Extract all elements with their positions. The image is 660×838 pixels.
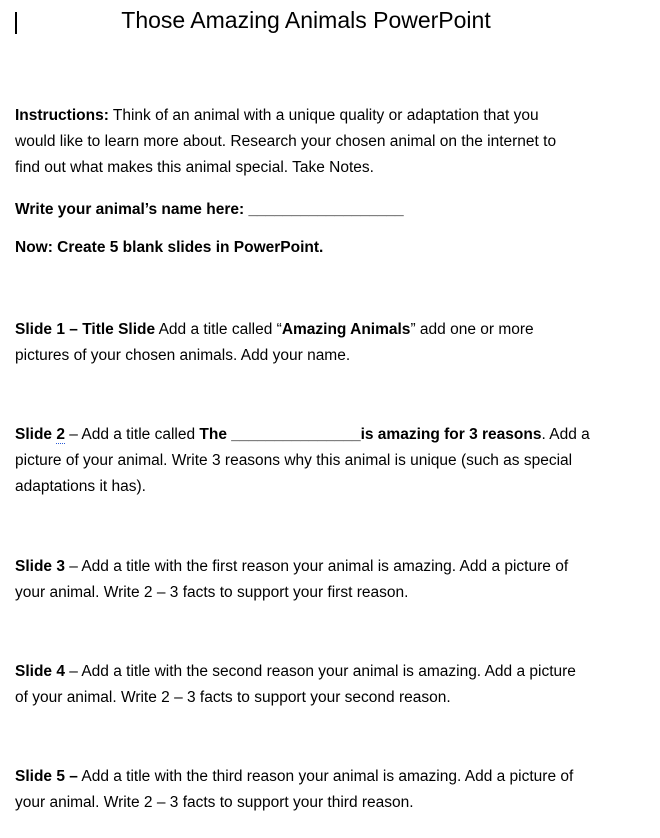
slide-1-text-a: Add a title called “ [155,321,282,338]
create-slides-instruction [15,235,645,261]
slide-3-text-a: – Add a title with the first reason your animal is amazing. Add a picture of [64,558,569,575]
slide-3-line-2: your animal. Write 2 – 3 facts to support your first reason. [15,584,409,601]
instructions-paragraph [15,103,645,181]
instructions-line-2: would like to learn more about. Research your chosen animal on the internet to [15,133,557,150]
slide-2-line-3: adaptations it has). [15,478,146,495]
slide-4-paragraph [15,659,645,711]
slide-2-label: Slide [15,426,57,443]
slide-5-paragraph [15,764,645,816]
name-prompt [15,197,645,223]
slide-2-line-2: picture of your animal. Write 3 reasons why this animal is unique (such as special [15,452,573,469]
slide-2-text-a: – Add a title called [64,426,200,443]
slide-2-text-b: . Add a [541,426,590,443]
document-title: Those Amazing Animals PowerPoint [121,7,491,33]
slide-1-bold-title: Amazing Animals [281,321,411,338]
create-slides-text: Now: Create 5 blank slides in PowerPoint. [15,239,324,256]
slide-1-line-2: pictures of your chosen animals. Add your name. [15,347,351,364]
slide-5-line-2: your animal. Write 2 – 3 facts to support your third reason. [15,794,414,811]
slide-2-number: 2 [56,426,65,443]
instructions-label: Instructions: [15,107,109,124]
instructions-line-1: Think of an animal with a unique quality or adaptation that you [108,107,539,124]
slide-1-paragraph [15,317,645,369]
slide-5-label: Slide 5 – [15,768,78,785]
slide-4-label: Slide 4 [15,663,65,680]
instructions-line-3: find out what makes this animal special. Take Notes. [15,159,374,176]
slide-5-text-a: Add a title with the third reason your animal is amazing. Add a picture of [77,768,574,785]
slide-1-text-b: ” add one or more [410,321,534,338]
name-prompt-text: Write your animal’s name here: __________________ [15,201,404,218]
slide-4-text-a: – Add a title with the second reason your animal is amazing. Add a picture [64,663,576,680]
slide-3-paragraph [15,554,645,606]
slide-3-label: Slide 3 [15,558,65,575]
slide-2-paragraph [15,422,645,500]
slide-2-bold-title: The _______________is amazing for 3 reasons [199,426,542,443]
slide-4-line-2: of your animal. Write 2 – 3 facts to support your second reason. [15,689,451,706]
slide-1-label: Slide 1 – Title Slide [15,321,156,338]
